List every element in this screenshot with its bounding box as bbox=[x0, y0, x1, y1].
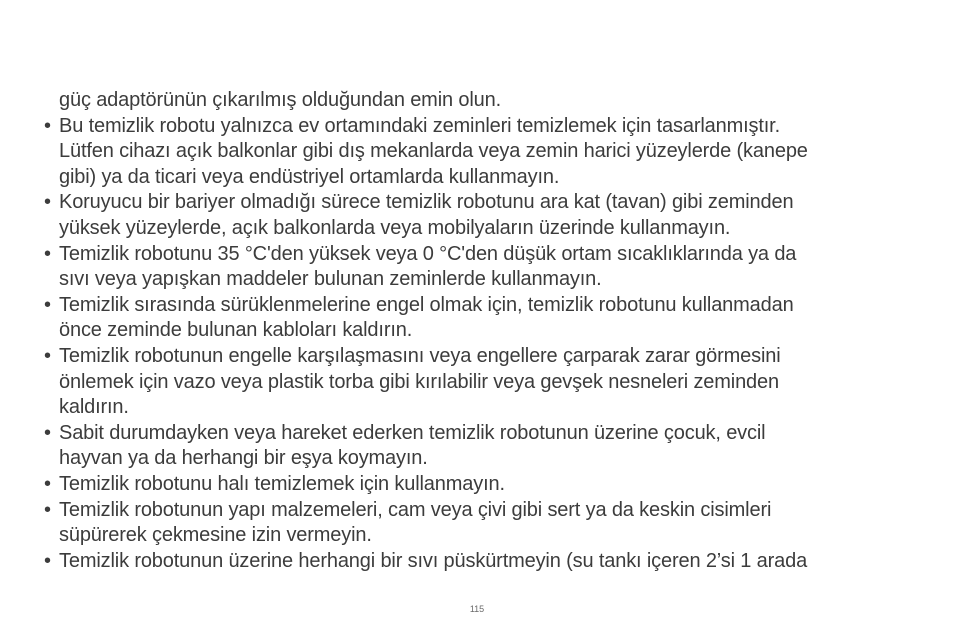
list-item bbox=[44, 472, 924, 498]
bullet-marker: • bbox=[44, 421, 51, 444]
list-item-text: süpürerek çekmesine izin vermeyin. bbox=[59, 524, 372, 547]
list-item-text: sıvı veya yapışkan maddeler bulunan zeminlerde kullanmayın. bbox=[59, 268, 602, 291]
bullet-marker: • bbox=[44, 344, 51, 367]
list-item-text: gibi) ya da ticari veya endüstriyel ortamlarda kullanmayın. bbox=[59, 165, 560, 188]
bullet-marker: • bbox=[44, 498, 51, 521]
document-body bbox=[44, 88, 924, 574]
list-item-text: yüksek yüzeylerde, açık balkonlarda veya mobilyaların üzerinde kullanmayın. bbox=[59, 216, 731, 239]
list-item-text: Sabit durumdayken veya hareket ederken temizlik robotunun üzerine çocuk, evcil bbox=[59, 421, 766, 444]
bullet-marker: • bbox=[44, 242, 51, 265]
list-item bbox=[44, 421, 924, 472]
list-item bbox=[44, 344, 924, 421]
bullet-marker: • bbox=[44, 191, 51, 214]
list-item-text: Temizlik robotunun engelle karşılaşmasını veya engellere çarparak zarar görmesini bbox=[59, 344, 781, 367]
list-item bbox=[44, 190, 924, 241]
list-item-text: Temizlik robotunu halı temizlemek için kullanmayın. bbox=[59, 472, 505, 495]
list-item-text: Koruyucu bir bariyer olmadığı sürece temizlik robotunu ara kat (tavan) gibi zeminden bbox=[59, 191, 794, 214]
list-item-text: Temizlik robotunu 35 °C'den yüksek veya 0 °C'den düşük ortam sıcaklıklarında ya da bbox=[59, 242, 797, 265]
list-item bbox=[44, 114, 924, 191]
list-item-text: Temizlik robotunun üzerine herhangi bir sıvı püskürtmeyin (su tankı içeren 2’si 1 arada bbox=[59, 549, 808, 572]
bullet-marker: • bbox=[44, 293, 51, 316]
bullet-marker: • bbox=[44, 549, 51, 572]
page-number: 115 bbox=[469, 604, 485, 614]
continuation-line: güç adaptörünün çıkarılmış olduğundan emin olun. bbox=[59, 89, 501, 111]
list-item-text: Bu temizlik robotu yalnızca ev ortamındaki zeminleri temizlemek için tasarlanmıştır. bbox=[59, 114, 780, 137]
list-item-text: hayvan ya da herhangi bir eşya koymayın. bbox=[59, 447, 428, 470]
list-item-text: önce zeminde bulunan kabloları kaldırın. bbox=[59, 319, 413, 342]
list-item-text: önlemek için vazo veya plastik torba gibi kırılabilir veya gevşek nesneleri zeminden bbox=[59, 370, 779, 393]
list-item-text: Temizlik sırasında sürüklenmelerine engel olmak için, temizlik robotunu kullanmadan bbox=[59, 293, 794, 316]
list-item bbox=[44, 293, 924, 344]
bullet-list bbox=[44, 114, 924, 575]
list-item bbox=[44, 549, 924, 575]
bullet-marker: • bbox=[44, 472, 51, 495]
list-item bbox=[44, 498, 924, 549]
bullet-marker: • bbox=[44, 114, 51, 137]
list-item bbox=[44, 242, 924, 293]
list-item-text: kaldırın. bbox=[59, 396, 129, 419]
list-item-text: Lütfen cihazı açık balkonlar gibi dış mekanlarda veya zemin harici yüzeylerde (kanepe bbox=[59, 140, 808, 163]
list-item-text: Temizlik robotunun yapı malzemeleri, cam veya çivi gibi sert ya da keskin cisimleri bbox=[59, 498, 772, 521]
